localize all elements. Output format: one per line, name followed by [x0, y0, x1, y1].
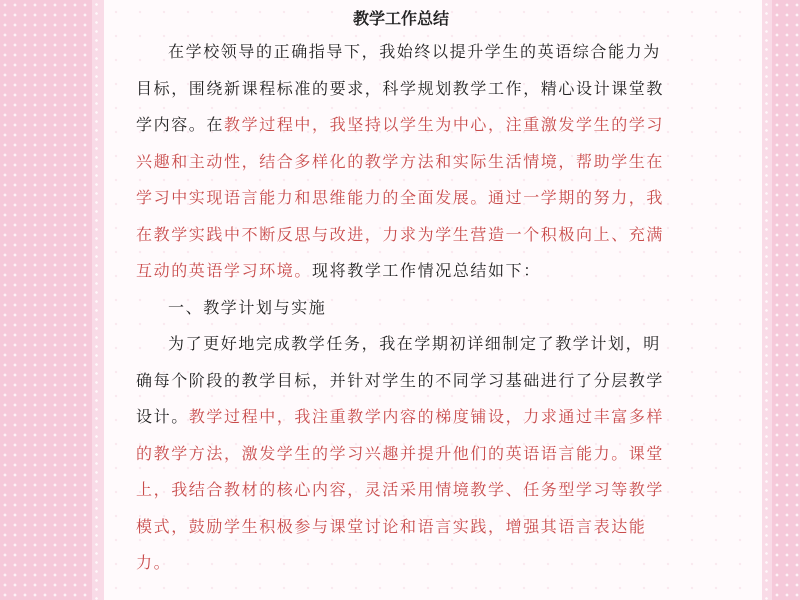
- intro-tail-text: 现将教学工作情况总结如下：: [312, 261, 541, 280]
- plan-highlight-text: 教学过程中，我注重教学内容的梯度铺设，力求通过丰富多样的教学方法，激发学生的学习兴趣并提升他们的英语语言能力。课堂上，我结合教材的核心内容，灵活采用情境教学、任务型学习等教学模式，鼓励学生积极参与课堂讨论和语言实践，增强其语言表达能力。: [136, 407, 665, 572]
- intro-highlight-text: 教学过程中，我坚持以学生为中心，注重激发学生的学习兴趣和主动性，结合多样化的教学方法和实际生活情境，帮助学生在学习中实现语言能力和思维能力的全面发展。通过一学期的努力，我在教学实践中不断反思与改进，力求为学生营造一个积极向上、充满互动的英语学习环境。: [136, 115, 665, 280]
- right-decorative-strip: [762, 0, 772, 600]
- left-decorative-band: [0, 0, 92, 600]
- intro-lead-text: 在学校领导的正确指导下，我始终以提升学生的英语综合能力为目标，围绕新课程标准的要求，科学规划教学工作，精心设计课堂教学内容。在: [136, 42, 665, 134]
- paragraph-intro: [136, 34, 666, 290]
- right-decorative-band: [772, 0, 800, 600]
- paragraph-teaching-plan: [136, 326, 666, 582]
- left-decorative-strip: [92, 0, 104, 600]
- document-title: 教学工作总结: [352, 9, 449, 28]
- plan-lead-text: 为了更好地完成教学任务，我在学期初详细制定了教学计划，明确每个阶段的教学目标，并针对学生的不同学习基础进行了分层教学设计。: [136, 334, 665, 426]
- section-heading: 一、教学计划与实施: [168, 297, 327, 317]
- document-body: [136, 6, 666, 582]
